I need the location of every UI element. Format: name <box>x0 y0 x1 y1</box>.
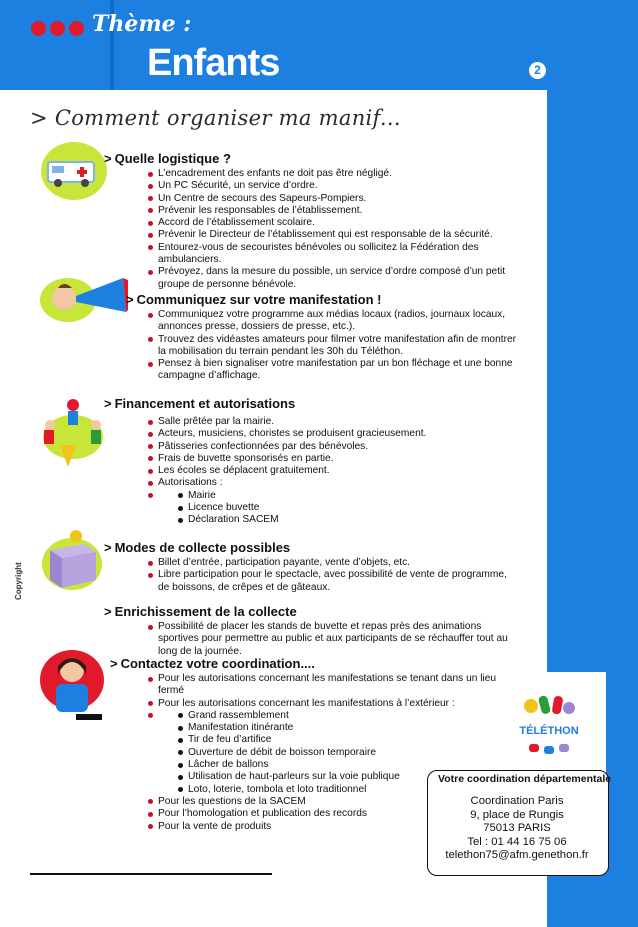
arrow-icon: > <box>126 292 134 307</box>
list-item: Pour les autorisations concernant les manifestations à l’extérieur : <box>148 698 508 710</box>
list-item: Acteurs, musiciens, choristes se produisent gracieusement. <box>148 428 520 440</box>
arrow-icon: > <box>104 396 112 411</box>
decorative-dots <box>31 21 84 36</box>
list-item: Les écoles se déplacent gratuitement. <box>148 465 520 477</box>
coordination-line: 9, place de Rungis <box>470 808 564 821</box>
logo-text: TÉLÉTHON <box>519 725 579 737</box>
telethon-logo <box>509 688 589 768</box>
section-title-contact: > Contactez votre coordination.... <box>110 656 315 671</box>
list-item: Frais de buvette sponsorisés en partie. <box>148 453 520 465</box>
sub-list-container <box>148 490 520 527</box>
arrow-icon: > <box>104 604 112 619</box>
list-item: Entourez-vous de secouristes bénévoles ou sollicitez la Fédération des ambulanciers. <box>148 242 520 267</box>
sub-list-item: Ouverture de débit de boisson temporaire <box>148 747 508 759</box>
list-item: L’encadrement des enfants ne doit pas être négligé. <box>148 168 520 180</box>
list-item: Pour les questions de la SACEM <box>148 796 508 808</box>
coordination-address <box>427 795 607 863</box>
list-item: Trouvez des vidéastes amateurs pour filmer votre manifestation afin de montrer la mobilisation du terrain pendant les 30h du Téléthon. <box>148 334 520 359</box>
section-title-communication: > Communiquez sur votre manifestation ! <box>126 292 382 307</box>
list-item: Pour l’homologation et publication des records <box>148 808 508 820</box>
red-dot-icon <box>31 21 46 36</box>
section-title-collecte: > Modes de collecte possibles <box>104 540 291 555</box>
sub-list-item: Mairie <box>148 490 520 502</box>
sub-list-item: Lâcher de ballons <box>148 759 508 771</box>
sub-list-item: Déclaration SACEM <box>148 514 520 526</box>
section-title-enrichissement: > Enrichissement de la collecte <box>104 604 297 619</box>
section-list-logistique <box>148 168 520 291</box>
section-list-collecte <box>148 557 520 594</box>
section-list-enrichissement <box>148 621 520 658</box>
list-item: Prévoyez, dans la mesure du possible, un service d’ordre composé d’un petit groupe de personne bénévole. <box>148 266 520 291</box>
list-item: Billet d’entrée, participation payante, vente d’objets, etc. <box>148 557 520 569</box>
ambulance-icon <box>40 140 108 202</box>
list-item: Communiquez votre programme aux médias locaux (radios, journaux locaux, annonces presse, dossiers de presse, etc.). <box>148 309 520 334</box>
list-item: Pour la vente de produits <box>148 821 508 833</box>
section-title-financement: > Financement et autorisations <box>104 396 296 411</box>
theme-label: Thème : <box>92 11 192 37</box>
coordination-line: Tel : 01 44 16 75 06 <box>467 835 567 848</box>
sub-list-item: Loto, loterie, tombola et loto traditionnel <box>148 784 508 796</box>
arrow-icon: > <box>104 151 112 166</box>
copyright-label: Copyright <box>14 562 23 600</box>
sub-list <box>148 490 520 527</box>
list-item: Accord de l’établissement scolaire. <box>148 217 520 229</box>
page-number: 2 <box>529 62 546 79</box>
section-title-logistique: > Quelle logistique ? <box>104 151 231 166</box>
list-item: Prévenir les responsables de l’établissement. <box>148 205 520 217</box>
list-item: Possibilité de placer les stands de buvette et repas près des animations sportives pour permettre au public et aux participants de se réchauffer tout au long de la journée. <box>148 621 520 658</box>
list-item: Un PC Sécurité, un service d’ordre. <box>148 180 520 192</box>
coordination-title: Votre coordination départementale <box>438 773 612 785</box>
sub-list-item: Grand rassemblement <box>148 710 508 722</box>
phone-call-icon <box>36 644 110 724</box>
list-item: Pensez à bien signaliser votre manifestation par un bon fléchage et une bonne campagne d’affichage. <box>148 358 520 383</box>
sub-list-item: Manifestation itinérante <box>148 722 508 734</box>
list-item: Libre participation pour le spectacle, avec possibilité de vente de programme, de boissons, de crêpes et de gâteaux. <box>148 569 520 594</box>
megaphone-icon <box>38 270 128 325</box>
page-title: Enfants <box>147 42 280 84</box>
arrow-icon: > <box>110 656 118 671</box>
intro-heading: > Comment organiser ma manif... <box>30 106 401 130</box>
coordination-email[interactable]: telethon75@afm.genethon.fr <box>445 849 589 862</box>
donation-box-icon <box>40 528 104 594</box>
sub-list-item: Utilisation de haut-parleurs sur la voie publique <box>148 771 508 783</box>
red-dot-icon <box>69 21 84 36</box>
bottom-divider <box>30 873 272 875</box>
red-dot-icon <box>50 21 65 36</box>
list-item: Pour les autorisations concernant les manifestations se tenant dans un lieu fermé <box>148 673 508 698</box>
section-list-financement <box>148 416 520 527</box>
children-circle-icon <box>38 395 108 475</box>
coordination-line: 75013 PARIS <box>483 822 551 835</box>
list-item: Prévenir le Directeur de l’établissement qui est responsable de la sécurité. <box>148 229 520 241</box>
list-item: Autorisations : <box>148 477 520 489</box>
sub-list-item: Licence buvette <box>148 502 520 514</box>
sub-list-item: Tir de feu d’artifice <box>148 734 508 746</box>
arrow-icon: > <box>104 540 112 555</box>
list-item: Un Centre de secours des Sapeurs-Pompiers. <box>148 193 520 205</box>
section-list-communication <box>148 309 520 383</box>
list-item: Pâtisseries confectionnées par des bénévoles. <box>148 441 520 453</box>
list-item: Salle prêtée par la mairie. <box>148 416 520 428</box>
coordination-line: Coordination Paris <box>470 795 564 807</box>
